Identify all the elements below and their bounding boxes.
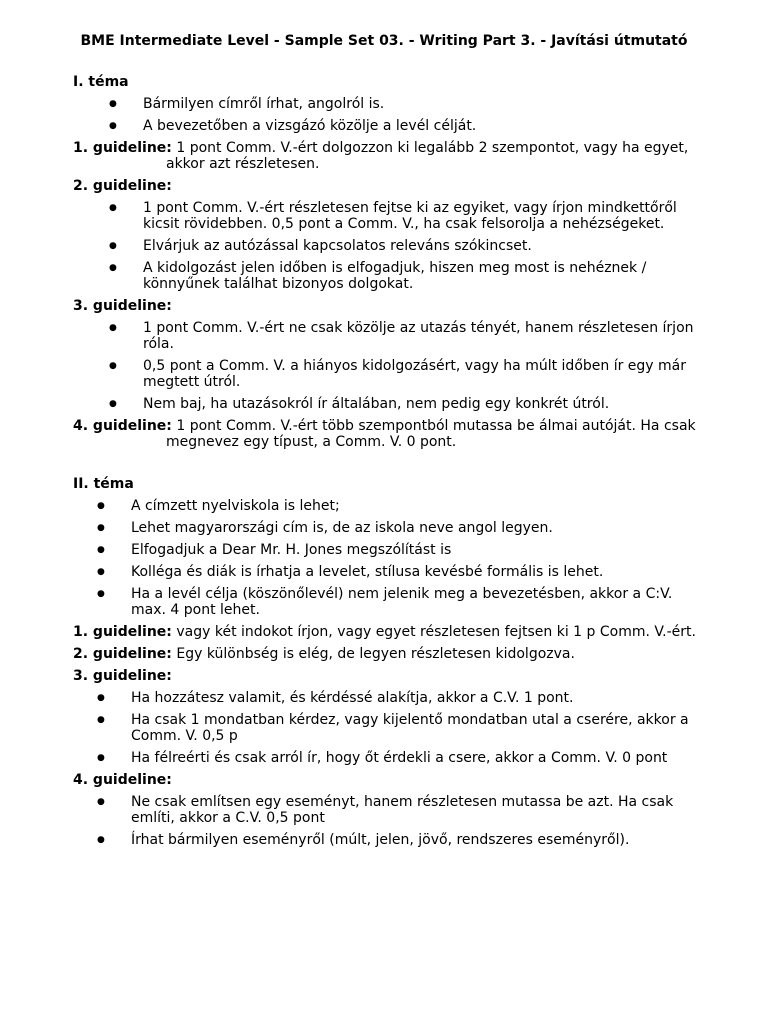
section-2 — [73, 476, 698, 848]
guideline-label: 1. guideline: — [73, 140, 172, 156]
guideline-label: 4. guideline: — [73, 418, 172, 434]
guideline-text: 1 pont Comm. V.-ért dolgozzon ki legalább 2 szempontot, vagy ha egyet, akkor azt részletesen. — [166, 140, 689, 172]
list-item: ● 1 pont Comm. V.-ért részletesen fejtse ki az egyiket, vagy írjon mindkettőről kicsit rövidebben. 0,5 pont a Comm. V., ha csak felsorolja a nehézségeket. — [73, 200, 698, 232]
list-item: ● Nem baj, ha utazásokról ír általában, nem pedig egy konkrét útról. — [73, 396, 698, 412]
guideline-3-list — [73, 320, 698, 412]
guideline-3 — [73, 298, 698, 314]
list-item: ● Lehet magyarországi cím is, de az iskola neve angol legyen. — [73, 520, 698, 536]
guideline-label: 3. guideline: — [73, 668, 172, 684]
guideline-4-list — [73, 794, 698, 848]
guideline-label: 3. guideline: — [73, 298, 172, 314]
guideline-text: Egy különbség is elég, de legyen részletesen kidolgozva. — [176, 646, 575, 662]
guideline-text: vagy két indokot írjon, vagy egyet részletesen fejtsen ki 1 p Comm. V.-ért. — [176, 624, 696, 640]
list-item: ● Kolléga és diák is írhatja a levelet, stílusa kevésbé formális is lehet. — [73, 564, 698, 580]
guideline-3-list — [73, 690, 698, 766]
guideline-2 — [73, 178, 698, 194]
guideline-4 — [73, 418, 698, 450]
section-1 — [73, 74, 698, 450]
section-intro-list — [73, 498, 698, 618]
guideline-label: 2. guideline: — [73, 646, 172, 662]
list-item: ● Elvárjuk az autózással kapcsolatos releváns szókincset. — [73, 238, 698, 254]
guideline-3 — [73, 668, 698, 684]
list-item: ● Ne csak említsen egy eseményt, hanem részletesen mutassa be azt. Ha csak említi, akkor a C.V. 0,5 pont — [73, 794, 698, 826]
list-item: ● Elfogadjuk a Dear Mr. H. Jones megszólítást is — [73, 542, 698, 558]
list-item: ● A címzett nyelviskola is lehet; — [73, 498, 698, 514]
guideline-label: 2. guideline: — [73, 178, 172, 194]
document-body — [73, 74, 698, 854]
section-heading: II. téma — [73, 476, 134, 492]
list-item: ● Ha félreérti és csak arról ír, hogy őt érdekli a csere, akkor a Comm. V. 0 pont — [73, 750, 698, 766]
list-item: ● Írhat bármilyen eseményről (múlt, jelen, jövő, rendszeres eseményről). — [73, 832, 698, 848]
section-heading: I. téma — [73, 74, 129, 90]
guideline-text: 1 pont Comm. V.-ért több szempontból mutassa be álmai autóját. Ha csak megnevez egy típust, a Comm. V. 0 pont. — [166, 418, 696, 450]
list-item: ● Bármilyen címről írhat, angolról is. — [73, 96, 698, 112]
guideline-1 — [73, 140, 698, 172]
guideline-label: 4. guideline: — [73, 772, 172, 788]
list-item: ● A bevezetőben a vizsgázó közölje a levél célját. — [73, 118, 698, 134]
section-intro-list — [73, 96, 698, 134]
document-title: BME Intermediate Level - Sample Set 03. - Writing Part 3. - Javítási útmutató — [80, 33, 688, 49]
list-item: ● Ha a levél célja (köszönőlevél) nem jelenik meg a bevezetésben, akkor a C:V. max. 4 pont lehet. — [73, 586, 698, 618]
guideline-4 — [73, 772, 698, 788]
guideline-2 — [73, 646, 698, 662]
list-item: ● 1 pont Comm. V.-ért ne csak közölje az utazás tényét, hanem részletesen írjon róla. — [73, 320, 698, 352]
guideline-2-list — [73, 200, 698, 292]
list-item: ● A kidolgozást jelen időben is elfogadjuk, hiszen meg most is nehéznek / könnyűnek találhat bizonyos dolgokat. — [73, 260, 698, 292]
guideline-1 — [73, 624, 698, 640]
list-item: ● Ha hozzátesz valamit, és kérdéssé alakítja, akkor a C.V. 1 pont. — [73, 690, 698, 706]
guideline-label: 1. guideline: — [73, 624, 172, 640]
list-item: ● 0,5 pont a Comm. V. a hiányos kidolgozásért, vagy ha múlt időben ír egy már megtett útról. — [73, 358, 698, 390]
list-item: ● Ha csak 1 mondatban kérdez, vagy kijelentő mondatban utal a cserére, akkor a Comm. V. 0,5 p — [73, 712, 698, 744]
